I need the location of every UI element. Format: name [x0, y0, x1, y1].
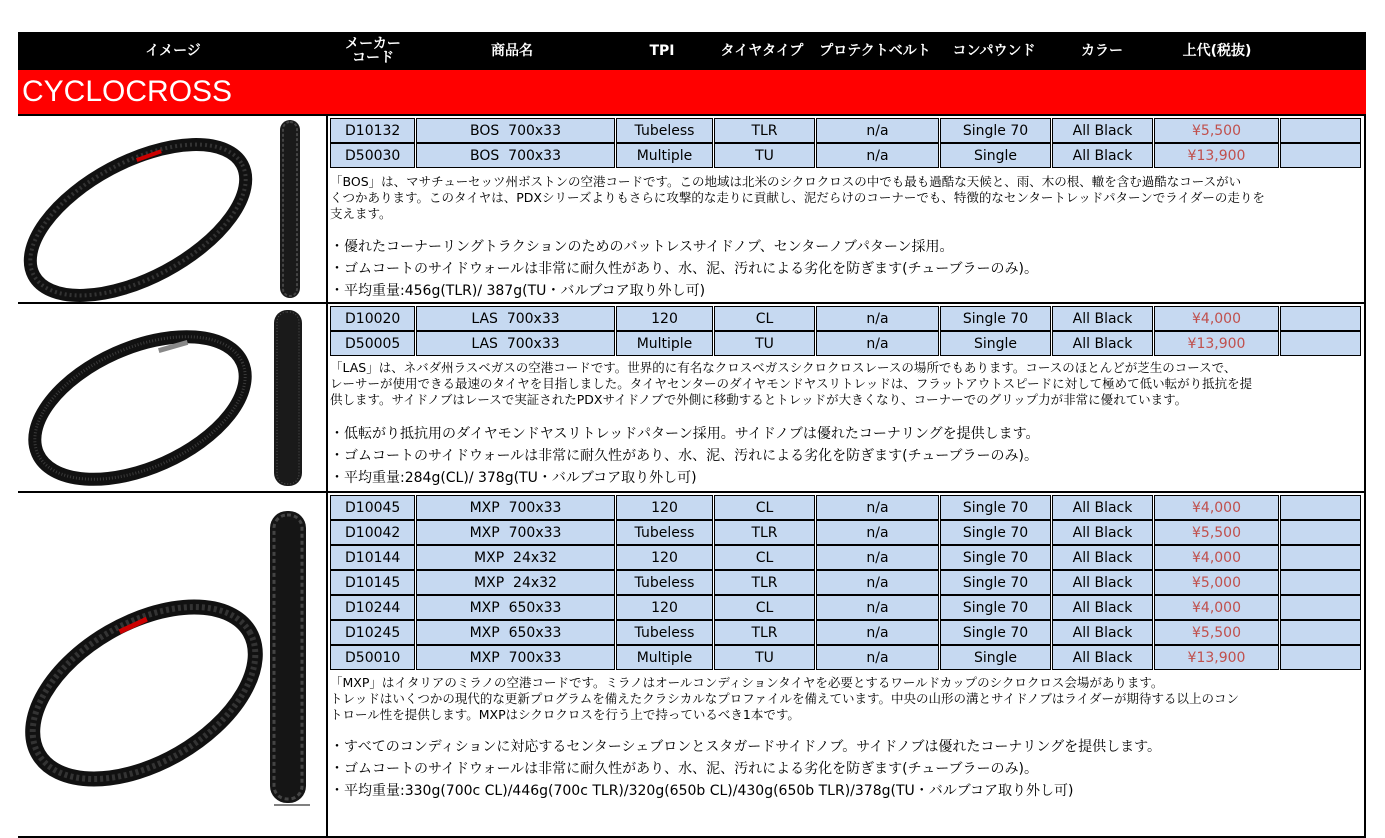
product-features: [330, 423, 1362, 489]
product-description: [330, 360, 1362, 408]
cell-protect-belt: n/a: [816, 495, 939, 520]
description-line: 「MXP」はイタリアのミラノの空港コードです。ミラノはオールコンディションタイヤを必要とするワールドカップのシクロクロス会場があります。: [330, 675, 1164, 690]
variant-row: [328, 143, 1366, 168]
feature-line: ・すべてのコンディションに対応するセンターシェブロンとスタガードサイドノブ。サイドノブは優れたコーナリングを提供します。: [330, 739, 1162, 755]
cell-color: All Black: [1052, 143, 1153, 168]
cell-tire-type: TU: [714, 331, 815, 356]
cell-product-name: BOS 700x33: [416, 118, 615, 143]
cell-tpi: 120: [616, 306, 713, 331]
variant-row: [328, 520, 1366, 545]
cell-protect-belt: n/a: [816, 645, 939, 670]
cell-color: All Black: [1052, 331, 1153, 356]
cell-tire-type: CL: [714, 495, 815, 520]
cell-tpi: 120: [616, 545, 713, 570]
cell-tire-type: TLR: [714, 118, 815, 143]
product-info-bos: [328, 116, 1366, 302]
product-block-mxp: [18, 493, 1366, 838]
cell-product-name: MXP 650x33: [416, 595, 615, 620]
header-maker-code: [336, 32, 410, 70]
cell-blank: [1280, 331, 1361, 356]
header-color: カラー: [1081, 43, 1123, 59]
feature-line: ・低転がり抵抗用のダイヤモンドヤスリトレッドパターン採用。サイドノブは優れたコーナリングを提供します。: [330, 426, 1040, 442]
cell-compound: Single 70: [940, 570, 1051, 595]
cell-blank: [1280, 520, 1361, 545]
cell-protect-belt: n/a: [816, 520, 939, 545]
cell-maker-code: D50005: [330, 331, 415, 356]
header-compound: コンパウンド: [952, 43, 1036, 59]
cell-compound: Single 70: [940, 306, 1051, 331]
frame-edge: [1364, 116, 1366, 302]
product-features: [330, 236, 1362, 302]
product-block-bos: [18, 114, 1366, 304]
cell-tpi: Tubeless: [616, 118, 713, 143]
cell-tire-type: CL: [714, 306, 815, 331]
cell-blank: [1280, 595, 1361, 620]
tire-image-mxp: [18, 493, 326, 836]
cell-protect-belt: n/a: [816, 570, 939, 595]
cell-compound: Single 70: [940, 620, 1051, 645]
header-product-name: 商品名: [491, 43, 533, 59]
variant-row: [328, 306, 1366, 331]
feature-line: ・ゴムコートのサイドウォールは非常に耐久性があり、水、泥、汚れによる劣化を防ぎます(チューブラーのみ)。: [330, 261, 1038, 277]
cell-color: All Black: [1052, 545, 1153, 570]
header-maker-code-line2: コード: [352, 50, 394, 66]
cell-tpi: Multiple: [616, 143, 713, 168]
cell-price: ¥4,000: [1154, 595, 1279, 620]
cell-product-name: LAS 700x33: [416, 331, 615, 356]
feature-line: ・優れたコーナーリングトラクションのためのバットレスサイドノブ、センターノブパターン採用。: [330, 239, 954, 255]
header-tpi: TPI: [649, 43, 675, 59]
cell-compound: Single: [940, 143, 1051, 168]
category-title: CYCLOCROSS: [22, 75, 233, 108]
cell-blank: [1280, 570, 1361, 595]
cell-color: All Black: [1052, 645, 1153, 670]
cell-color: All Black: [1052, 620, 1153, 645]
feature-line: ・平均重量:456g(TLR)/ 387g(TU・バルブコア取り外し可): [330, 283, 706, 299]
cell-tpi: Tubeless: [616, 620, 713, 645]
cell-tpi: Tubeless: [616, 570, 713, 595]
cell-compound: Single 70: [940, 520, 1051, 545]
product-info-las: [328, 304, 1366, 491]
cell-price: ¥4,000: [1154, 545, 1279, 570]
feature-line: ・ゴムコートのサイドウォールは非常に耐久性があり、水、泥、汚れによる劣化を防ぎます(チューブラーのみ)。: [330, 761, 1038, 777]
cell-tpi: Multiple: [616, 331, 713, 356]
cell-blank: [1280, 645, 1361, 670]
cell-protect-belt: n/a: [816, 595, 939, 620]
cell-price: ¥5,500: [1154, 520, 1279, 545]
cell-tpi: 120: [616, 495, 713, 520]
variant-row: [328, 545, 1366, 570]
variant-row: [328, 645, 1366, 670]
cell-price: ¥13,900: [1154, 143, 1279, 168]
cell-compound: Single 70: [940, 118, 1051, 143]
cell-tpi: Multiple: [616, 645, 713, 670]
cell-maker-code: D10132: [330, 118, 415, 143]
cell-product-name: BOS 700x33: [416, 143, 615, 168]
variant-row: [328, 620, 1366, 645]
feature-line: ・ゴムコートのサイドウォールは非常に耐久性があり、水、泥、汚れによる劣化を防ぎます(チューブラーのみ)。: [330, 448, 1038, 464]
cell-blank: [1280, 495, 1361, 520]
cell-price: ¥13,900: [1154, 331, 1279, 356]
product-image-bos: [18, 116, 328, 302]
cell-color: All Black: [1052, 570, 1153, 595]
description-line: 支えます。: [330, 206, 392, 221]
description-line: 供します。サイドノブはレースで実証されたPDXサイドノブで外側に移動するとトレッドが大きくなり、コーナーでのグリップ力が非常に優れています。: [330, 392, 1188, 407]
cell-price: ¥5,500: [1154, 620, 1279, 645]
description-line: トレッドはいくつかの現代的な更新プログラムを備えたクラシカルなプロファイルを備えています。中央の山形の溝とサイドノブはライダーが期待する以上のコン: [330, 691, 1240, 706]
cell-color: All Black: [1052, 495, 1153, 520]
cell-maker-code: D10020: [330, 306, 415, 331]
product-block-las: [18, 304, 1366, 493]
description-line: くつかあります。このタイヤは、PDXシリーズよりもさらに攻撃的な走りに貢献し、泥だらけのコーナーでも、特徴的なセンタートレッドパターンでライダーの走りを: [330, 190, 1265, 205]
cell-protect-belt: n/a: [816, 331, 939, 356]
variant-row: [328, 331, 1366, 356]
category-band: [18, 70, 1366, 114]
cell-product-name: MXP 650x33: [416, 620, 615, 645]
cell-tpi: 120: [616, 595, 713, 620]
cell-product-name: MXP 700x33: [416, 495, 615, 520]
frame-edge: [1364, 493, 1366, 836]
product-description: [330, 174, 1362, 222]
header-price: 上代(税抜): [1182, 43, 1252, 59]
cell-blank: [1280, 545, 1361, 570]
cell-maker-code: D10045: [330, 495, 415, 520]
cell-compound: Single 70: [940, 545, 1051, 570]
description-line: レーサーが使用できる最速のタイヤを目指しました。タイヤセンターのダイヤモンドヤスリトレッドは、フラットアウトスピードに対して極めて低い転がり抵抗を提: [330, 376, 1253, 391]
cell-price: ¥4,000: [1154, 306, 1279, 331]
cell-protect-belt: n/a: [816, 306, 939, 331]
cell-maker-code: D50030: [330, 143, 415, 168]
variant-row: [328, 495, 1366, 520]
cell-tire-type: TLR: [714, 620, 815, 645]
cell-price: ¥5,500: [1154, 118, 1279, 143]
feature-line: ・平均重量:284g(CL)/ 378g(TU・バルブコア取り外し可): [330, 470, 697, 486]
cell-blank: [1280, 306, 1361, 331]
cell-protect-belt: n/a: [816, 118, 939, 143]
cell-blank: [1280, 118, 1361, 143]
product-image-mxp: [18, 493, 328, 836]
cell-compound: Single 70: [940, 595, 1051, 620]
cell-tire-type: TLR: [714, 570, 815, 595]
cell-price: ¥4,000: [1154, 495, 1279, 520]
cell-tire-type: CL: [714, 545, 815, 570]
cell-tpi: Tubeless: [616, 520, 713, 545]
cell-tire-type: TU: [714, 645, 815, 670]
product-description: [330, 675, 1362, 723]
header-image: イメージ: [145, 43, 201, 59]
product-image-las: [18, 304, 328, 491]
cell-blank: [1280, 143, 1361, 168]
cell-compound: Single: [940, 331, 1051, 356]
frame-edge: [1364, 304, 1366, 491]
header-maker-code-line1: メーカー: [345, 36, 401, 52]
description-line: 「LAS」は、ネバダ州ラスベガスの空港コードです。世界的に有名なクロスベガスシクロクロスレースの場所でもあります。コースのほとんどが芝生のコースで、: [330, 360, 1237, 375]
cell-price: ¥5,000: [1154, 570, 1279, 595]
tire-image-bos: [18, 116, 326, 302]
cell-maker-code: D10144: [330, 545, 415, 570]
cell-compound: Single: [940, 645, 1051, 670]
column-header-row: [18, 32, 1366, 70]
cell-protect-belt: n/a: [816, 545, 939, 570]
header-tire-type: タイヤタイプ: [720, 43, 804, 59]
cell-color: All Black: [1052, 595, 1153, 620]
cell-color: All Black: [1052, 520, 1153, 545]
cell-color: All Black: [1052, 306, 1153, 331]
cell-protect-belt: n/a: [816, 620, 939, 645]
cell-blank: [1280, 620, 1361, 645]
product-info-mxp: [328, 493, 1366, 836]
cell-product-name: MXP 700x33: [416, 645, 615, 670]
description-line: 「BOS」は、マサチューセッツ州ボストンの空港コードです。この地域は北米のシクロクロスの中でも最も過酷な天候と、雨、木の根、轍を含む過酷なコースがい: [330, 174, 1242, 189]
cell-product-name: MXP 700x33: [416, 520, 615, 545]
cell-tire-type: CL: [714, 595, 815, 620]
cell-product-name: MXP 24x32: [416, 570, 615, 595]
cell-maker-code: D10244: [330, 595, 415, 620]
cell-color: All Black: [1052, 118, 1153, 143]
header-protect-belt: プロテクトベルト: [819, 43, 931, 59]
cell-product-name: LAS 700x33: [416, 306, 615, 331]
cell-maker-code: D10042: [330, 520, 415, 545]
product-features: [330, 736, 1362, 802]
feature-line: ・平均重量:330g(700c CL)/446g(700c TLR)/320g(650b CL)/430g(650b TLR)/378g(TU・バルブコア取り外し可): [330, 783, 1074, 799]
cell-maker-code: D10245: [330, 620, 415, 645]
variant-row: [328, 570, 1366, 595]
description-line: トロール性を提供します。MXPはシクロクロスを行う上で持っているべき1本です。: [330, 707, 800, 722]
variant-row: [328, 118, 1366, 143]
cell-maker-code: D10145: [330, 570, 415, 595]
cell-maker-code: D50010: [330, 645, 415, 670]
cell-tire-type: TLR: [714, 520, 815, 545]
cell-price: ¥13,900: [1154, 645, 1279, 670]
tire-image-las: [18, 304, 326, 491]
cell-tire-type: TU: [714, 143, 815, 168]
cell-compound: Single 70: [940, 495, 1051, 520]
cell-protect-belt: n/a: [816, 143, 939, 168]
variant-row: [328, 595, 1366, 620]
cell-product-name: MXP 24x32: [416, 545, 615, 570]
